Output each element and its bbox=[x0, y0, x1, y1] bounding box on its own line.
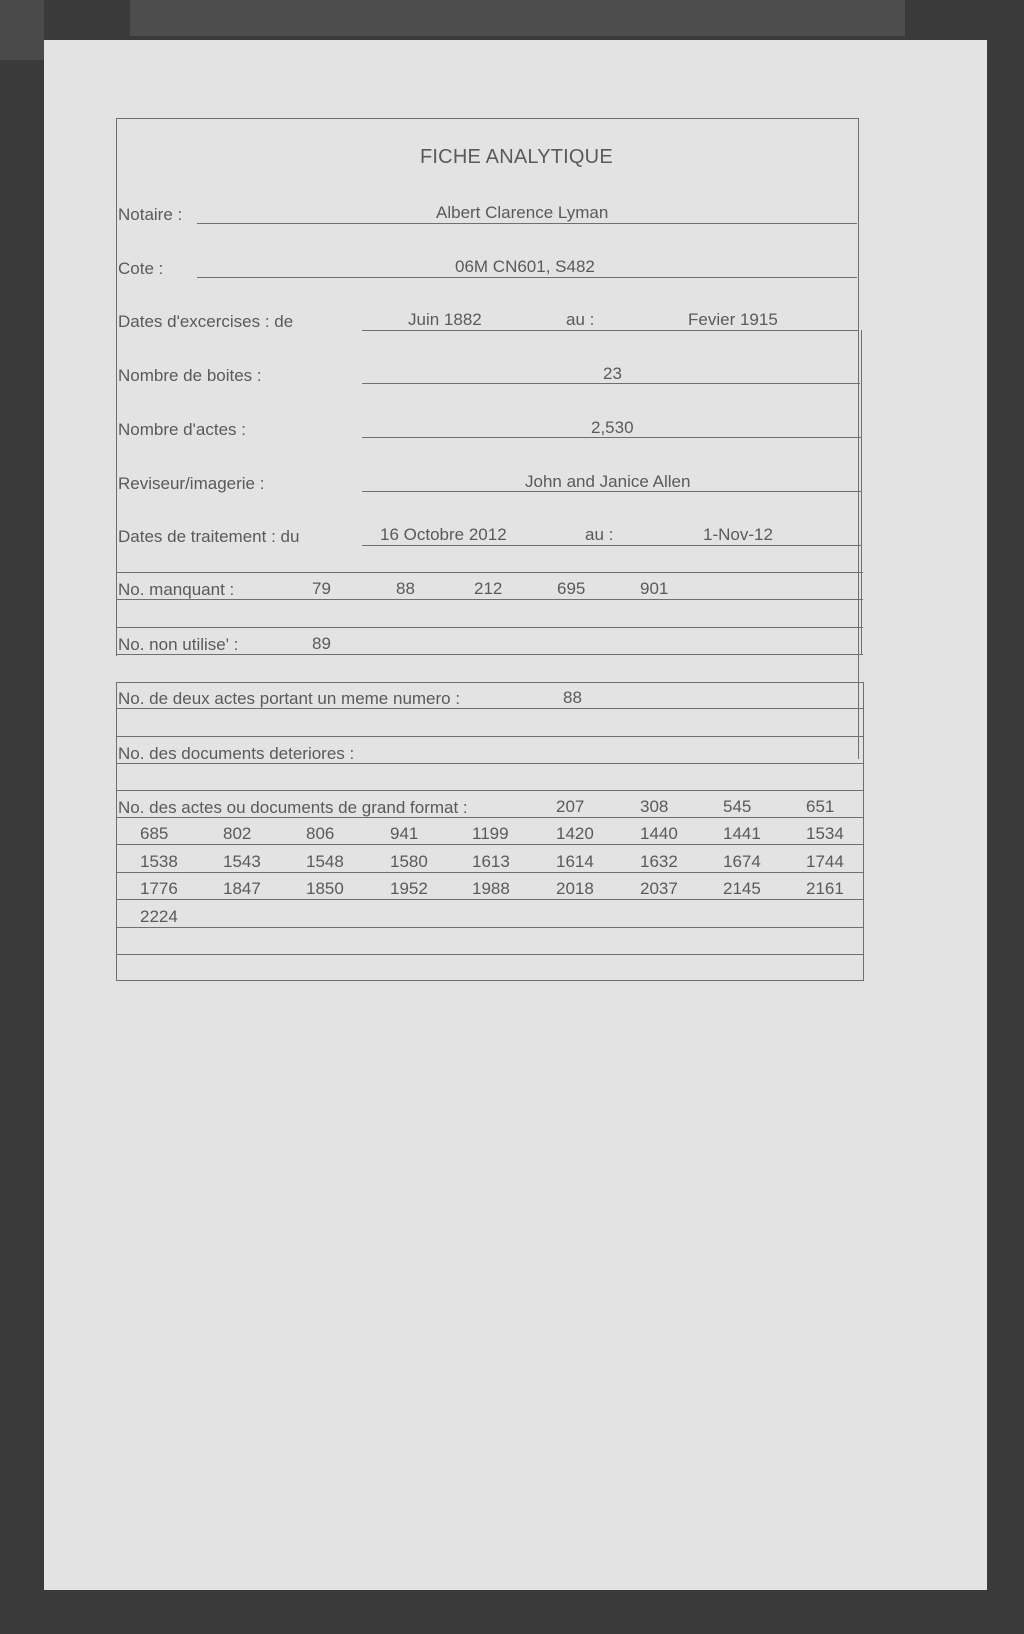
reviseur-label: Reviseur/imagerie : bbox=[118, 474, 265, 493]
dates-traitement-to: 1-Nov-12 bbox=[703, 525, 773, 544]
grand-format-value: 1613 bbox=[472, 851, 510, 871]
no-manquant-value: 695 bbox=[557, 579, 586, 598]
grand-format-value: 802 bbox=[223, 824, 252, 843]
row-line bbox=[116, 817, 863, 818]
nombre-actes-label: Nombre d'actes : bbox=[118, 420, 246, 439]
cote-label: Cote : bbox=[118, 259, 164, 278]
row-line bbox=[116, 899, 863, 900]
row-line bbox=[116, 954, 863, 955]
grand-format-value: 1674 bbox=[723, 851, 761, 871]
row-line bbox=[116, 927, 863, 928]
no-manquant-value: 88 bbox=[396, 579, 415, 598]
cote-value: 06M CN601, S482 bbox=[455, 257, 595, 276]
notaire-value: Albert Clarence Lyman bbox=[436, 203, 609, 222]
no-deux-actes-label: No. de deux actes portant un meme numero : bbox=[118, 689, 461, 708]
grand-format-value: 2161 bbox=[806, 879, 844, 898]
row-line bbox=[116, 872, 863, 873]
dates-exercices-underline bbox=[362, 330, 859, 331]
grand-format-value: 1632 bbox=[640, 851, 678, 871]
row-line bbox=[116, 736, 863, 737]
scanner-clip bbox=[130, 0, 905, 36]
grand-format-value: 1534 bbox=[806, 824, 844, 843]
grand-format-value: 1538 bbox=[140, 851, 178, 871]
grand-format-value: 1199 bbox=[472, 824, 509, 843]
grand-format-value: 1614 bbox=[556, 851, 594, 871]
nombre-boites-value: 23 bbox=[603, 364, 622, 383]
grand-format-value: 651 bbox=[806, 797, 835, 816]
row-line bbox=[116, 654, 863, 655]
grand-format-value: 1988 bbox=[472, 879, 510, 898]
grand-format-value: 2224 bbox=[140, 906, 178, 926]
grand-format-value: 941 bbox=[390, 824, 419, 843]
row-line bbox=[116, 572, 863, 573]
grand-format-value: 1548 bbox=[306, 851, 344, 871]
grand-format-label: No. des actes ou documents de grand format : bbox=[118, 798, 468, 817]
no-manquant-label: No. manquant : bbox=[118, 580, 235, 599]
cote-underline bbox=[197, 277, 857, 278]
row-line bbox=[116, 790, 863, 791]
form-title: FICHE ANALYTIQUE bbox=[420, 146, 613, 168]
grand-format-value: 1850 bbox=[306, 879, 344, 898]
grand-format-value: 1440 bbox=[640, 824, 678, 843]
grand-format-value: 1952 bbox=[390, 879, 428, 898]
nombre-actes-value: 2,530 bbox=[591, 418, 634, 437]
notaire-underline bbox=[197, 223, 857, 224]
scanner-background bbox=[0, 0, 44, 60]
grand-format-value: 2145 bbox=[723, 879, 761, 898]
no-deteriores-label: No. des documents deteriores : bbox=[118, 744, 355, 763]
row-line bbox=[116, 627, 863, 628]
grand-format-value: 1776 bbox=[140, 879, 178, 898]
grand-format-value: 2037 bbox=[640, 879, 678, 898]
notaire-label: Notaire : bbox=[118, 205, 183, 224]
dates-exercices-label: Dates d'excercises : de bbox=[118, 312, 294, 331]
grand-format-value: 1580 bbox=[390, 851, 428, 871]
dates-exercices-to: Fevier 1915 bbox=[688, 310, 778, 329]
reviseur-underline bbox=[362, 491, 862, 492]
no-manquant-value: 901 bbox=[640, 579, 669, 598]
grand-format-value: 207 bbox=[556, 797, 585, 816]
row-line bbox=[116, 844, 863, 845]
no-manquant-value: 212 bbox=[474, 579, 503, 598]
dates-traitement-label: Dates de traitement : du bbox=[118, 527, 300, 546]
row-line bbox=[116, 763, 863, 764]
grand-format-value: 2018 bbox=[556, 879, 594, 898]
grand-format-value: 1543 bbox=[223, 851, 261, 871]
reviseur-value: John and Janice Allen bbox=[525, 472, 691, 491]
dates-traitement-to-label: au : bbox=[585, 525, 614, 544]
no-non-utilise-label: No. non utilise' : bbox=[118, 635, 239, 654]
no-non-utilise-value: 89 bbox=[312, 634, 331, 653]
dates-traitement-underline bbox=[362, 545, 862, 546]
nombre-boites-label: Nombre de boites : bbox=[118, 366, 262, 385]
grand-format-value: 1847 bbox=[223, 879, 261, 898]
dates-exercices-to-label: au : bbox=[566, 310, 595, 329]
grand-format-value: 806 bbox=[306, 824, 335, 843]
right-border bbox=[861, 330, 862, 655]
nombre-boites-underline bbox=[362, 383, 860, 384]
no-manquant-value: 79 bbox=[312, 579, 331, 598]
grand-format-value: 685 bbox=[140, 824, 169, 843]
grand-format-value: 1744 bbox=[806, 851, 844, 871]
grand-format-value: 308 bbox=[640, 797, 669, 816]
grand-format-value: 1420 bbox=[556, 824, 594, 843]
dates-traitement-from: 16 Octobre 2012 bbox=[380, 525, 507, 544]
dates-exercices-from: Juin 1882 bbox=[408, 310, 482, 329]
row-line bbox=[116, 599, 863, 600]
grand-format-value: 545 bbox=[723, 797, 752, 816]
grand-format-value: 1441 bbox=[723, 824, 761, 843]
no-deux-actes-value: 88 bbox=[563, 688, 582, 707]
nombre-actes-underline bbox=[362, 437, 861, 438]
row-line bbox=[116, 708, 863, 709]
